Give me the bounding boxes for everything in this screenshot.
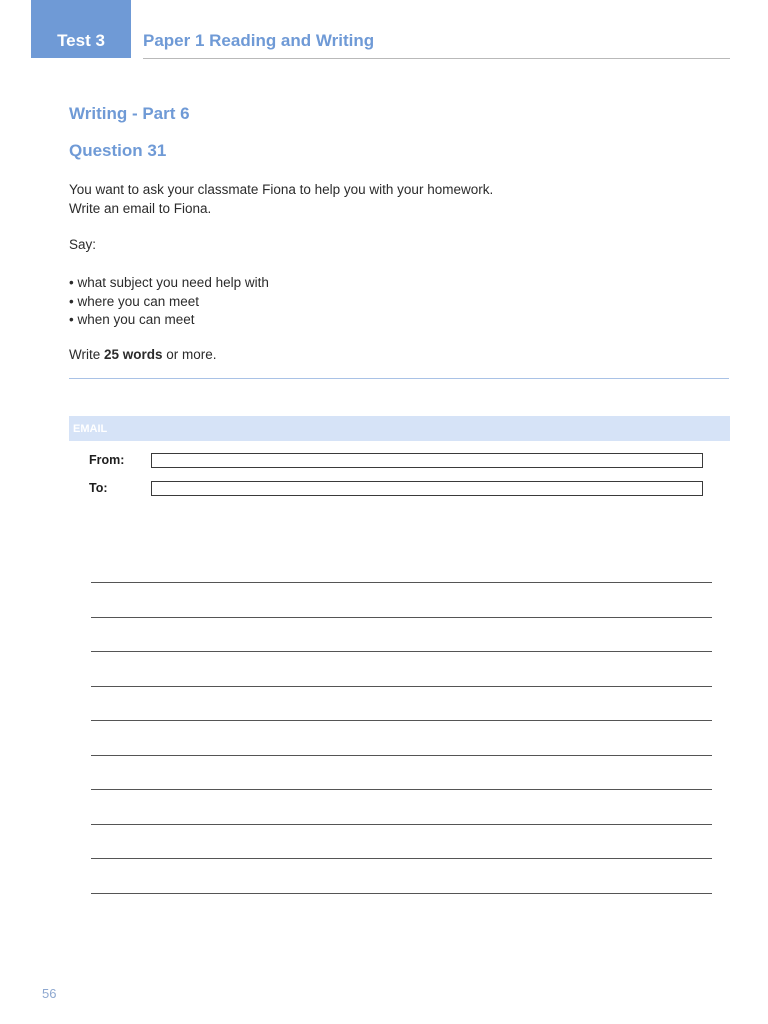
test-tab: [31, 0, 131, 58]
email-band-label: EMAIL: [73, 423, 108, 435]
content-points-list: [69, 274, 269, 330]
section-title: Writing - Part 6: [69, 104, 190, 123]
writing-line[interactable]: [91, 582, 712, 583]
from-label: From:: [89, 453, 125, 467]
writing-line[interactable]: [91, 720, 712, 721]
task-description: [69, 181, 729, 218]
writing-line[interactable]: [91, 755, 712, 756]
test-label: Test 3: [57, 31, 105, 50]
content-point: • where you can meet: [69, 293, 269, 312]
word-count-prefix: Write: [69, 347, 105, 362]
page-number: 56: [42, 986, 57, 1001]
word-count-bold: 25 words: [104, 347, 163, 362]
word-count-suffix: or more.: [162, 347, 217, 362]
writing-line[interactable]: [91, 858, 712, 859]
content-point: • what subject you need help with: [69, 274, 269, 293]
writing-line[interactable]: [91, 617, 712, 618]
to-label: To:: [89, 481, 108, 495]
question-title: Question 31: [69, 141, 167, 160]
writing-line[interactable]: [91, 824, 712, 825]
say-label: Say:: [69, 237, 97, 252]
to-field[interactable]: [151, 481, 703, 496]
paper-title: Paper 1 Reading and Writing: [143, 31, 375, 50]
content-point: • when you can meet: [69, 311, 269, 330]
writing-line[interactable]: [91, 789, 712, 790]
from-field[interactable]: [151, 453, 703, 468]
instructions-divider: [69, 378, 729, 379]
task-line-1: You want to ask your classmate Fiona to help you with your homework.: [69, 182, 494, 197]
writing-line[interactable]: [91, 651, 712, 652]
email-header-band: [69, 416, 730, 441]
header-divider: [143, 58, 730, 59]
word-count-instruction: [69, 347, 217, 362]
writing-line[interactable]: [91, 893, 712, 894]
task-line-2: Write an email to Fiona.: [69, 200, 212, 216]
writing-line[interactable]: [91, 686, 712, 687]
